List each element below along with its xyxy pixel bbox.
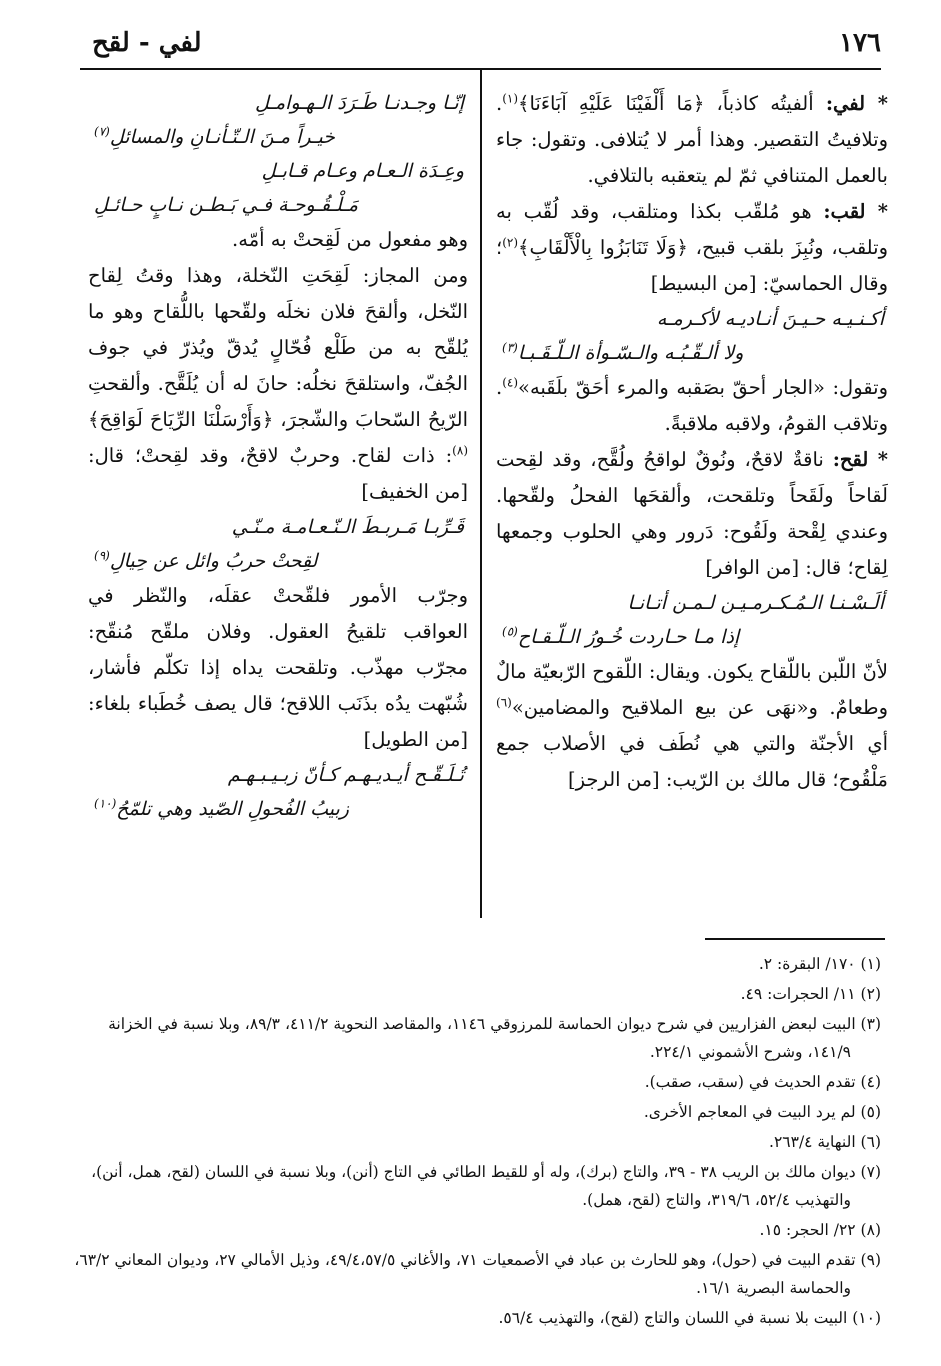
verse-line (88, 86, 468, 120)
entry-text: ناقةٌ لاقحٌ، ونُوقٌ لواقحُ ولُقَّح، وقد لقِحت لَقاحاً ولَقَحاً وتلقحت، وألقحَها الفحلُ ولقّحها. وعندي لِقْحة ولَقُوح: دَرور وهي الحلوب وجمعها لِقاح؛ قال: [من الوافر] (496, 448, 888, 579)
entry-paragraph (496, 654, 888, 798)
verse-line (88, 154, 468, 188)
entry-text: : ذات لقاح. وحربٌ لاقحٌ، وقد لقِحتْ؛ قال: [من الخفيف] (88, 444, 468, 503)
entry-headword: * لقح: (832, 448, 888, 471)
entry-text: . وتلافيتُ التقصير. وهذا أمر لا يُتلافى. وتقول: جاء بالعمل المتنافي ثمّ لم يتعقبه بالتلافي. (496, 92, 888, 187)
verse-text: إنّـا وجـدنـا طَـرَدَ الـهـوامـلِ (255, 92, 464, 114)
entry-paragraph (496, 86, 888, 194)
verse-line (88, 758, 468, 792)
entry-text: وجرّب الأمور فلقّحتْ عقلَه، والنّظر في العواقب تلقيحُ العقول. وفلان ملقّح مُنقّح: مجرّب مهذّب. وتلقحت يداه إذا تكلّم فأشار، شُبّهت يدُه بذَنَب اللاقح؛ قال يصف خُطَباء بلغاء: [من الطويل] (88, 584, 468, 751)
verse-text: لقِحتْ حربُ وائل عن حِيالِ (109, 550, 318, 572)
entry-text: وتقول: «الجار أحقّ بصَقبه والمرء أحَقّ بلَقَبه» (518, 376, 888, 399)
verse-text: ولا ألـقّـبُـه والـسّـوأة الـلّـقَـبـا (517, 342, 744, 364)
entry-paragraph (496, 194, 888, 302)
footnote: (٦) النهاية ٢٦٣/٤. (769, 1133, 881, 1151)
right-column (496, 86, 888, 916)
entry-text: . وتلاقب القومُ، ولاقبه ملاقبةً. (496, 376, 888, 435)
entry-text: ؛ وقال الحماسيّ: [من البسيط] (496, 236, 888, 295)
entry-text: هو مُلقّب بكذا ومتلقب، وقد لُقّب به وتلقب، ونُبِزَ بلقب قبيح، ﴿وَلَا تَنَابَزُوا بِالْأَلْقَابِ﴾ (496, 200, 888, 259)
verse-text: زبيبُ الفُحولِ الصّيد وهي تلمّحُ (116, 798, 349, 820)
verse-line (496, 336, 888, 370)
footnote-reference: (١) (502, 91, 519, 106)
entry-paragraph (88, 258, 468, 510)
footnote: (٤) تقدم الحديث في (سقب، صقب). (644, 1073, 881, 1091)
verse-line (88, 120, 468, 154)
left-column (88, 86, 468, 916)
footnote-reference: (٧) (94, 124, 110, 139)
verse-text: مَـلْـقُـوحـة فـي بَـطـن نـابٍ حـائـلِ (94, 194, 359, 216)
footnote: (١٠) البيت بلا نسبة في اللسان والتاج (لقح)، والتهذيب ٥٦/٤. (498, 1309, 881, 1327)
entry-paragraph (88, 578, 468, 758)
entry-paragraph (88, 222, 468, 258)
verse-line (88, 792, 468, 826)
footnote-reference: (٦) (496, 695, 512, 710)
verse-text: أكـنـيـه حـيـنَ أنـاديـه لأكـرمـه (656, 308, 884, 330)
verse-text: تُـلَـقّـح أيـديـهـم كـأنّ زبـيـبـهـم (227, 764, 464, 786)
entry-text: وهو مفعول من لَقِحتْ به أمّه. (232, 228, 468, 251)
page-number: ١٧٦ (839, 28, 881, 58)
entry-text: لأنّ اللّبن باللّقاح يكون. ويقال: اللّقوح الرّبعيّة مالٌ وطعامٌ. و«نهَى عن بيع الملاقيح والمضامين» (496, 660, 888, 719)
footnote-reference: (٨) (452, 443, 468, 458)
column-divider (480, 70, 482, 918)
footnote-reference: (٣) (502, 340, 518, 355)
footnotes (74, 950, 881, 1350)
verse-line (88, 510, 468, 544)
footnote: (٥) لم يرد البيت في المعاجم الأخرى. (643, 1103, 881, 1121)
entry-text: ومن المجاز: لَقِحَتِ النّخلة، وهذا وقتُ لِقاح النّخل، وألقحَ فلان نخلَه ولقّحها باللُّقاح وهو ما يُلقّح به من طَلْع فُحّالٍ يُدقّ ويُذرّ في جوف الجُفّ، واستلقحَ نخلُه: حانَ له أن يُلَقَّح. وألقحتِ الرّيحُ السّحابَ والشّجرَ، ﴿وَأَرْسَلْنَا الرِّيَاحَ لَوَاقِحَ﴾ (88, 264, 468, 431)
footnote: (٧) ديوان مالك بن الريب ٣٨ - ٣٩، والتاج (برك)، وله أو للقيط الطائي في التاج (أنن)، وبلا نسبة في اللسان (لقح، همل، أنن)، والتهذيب ٥٢/٤، ٣١٩/٦، والتاج (لقح، همل). (91, 1163, 881, 1209)
footnote: (٣) البيت لبعض الفزاريين في شرح ديوان الحماسة للمرزوقي ١١٤٦، والمقاصد النحوية ٤١١/٢، ٨٩/٣، وبلا نسبة في الخزانة ١٤١/٩، وشرح الأشموني ٢٢٤/١. (108, 1015, 881, 1061)
footnote: (٩) تقدم البيت في (حول)، وهو للحارث بن عباد في الأصمعيات ٧١، والأغاني ٤٩/٤،٥٧/٥، وذيل الأمالي ٢٧، وديوان المعاني ٦٣/٢، والحماسة البصرية ١٦/١. (74, 1251, 881, 1297)
footnote-rule (705, 938, 885, 940)
footnote: (١) ١٧٠/ البقرة: ٢. (758, 955, 881, 973)
verse-text: ألَـسْـنـا الـمُـكـرمـيـن لـمـن أتـانـا (627, 592, 884, 614)
footnote-reference: (٥) (502, 624, 518, 639)
verse-text: إذا مـا حـاردت خُـورُ الـلّـقـاح (517, 626, 740, 648)
footnote: (٨) ٢٢/ الحجر: ١٥. (759, 1221, 881, 1239)
verse-text: قَـرِّبـا مَـربـطَ الـنّـعـامـة مـنّـي (231, 516, 464, 538)
verse-text: وعِـدَة الـعـام وعـام قـابـلِ (261, 160, 464, 182)
verse-text: خيـراً مـنَ الـتّـأنـانِ والمسائلِ (109, 126, 335, 148)
running-title: لفي - لقح (92, 28, 202, 58)
footnote-reference: (٢) (502, 235, 519, 250)
verse-line (496, 620, 888, 654)
footnote: (٢) ١١/ الحجرات: ٤٩. (740, 985, 881, 1003)
entry-paragraph (496, 370, 888, 442)
entry-text: أي الأجنّة والتي هي نُطَف في الأصلاب جمع مَلْقُوح؛ قال مالك بن الرّيب: [من الرجز] (496, 732, 888, 791)
verse-line (496, 302, 888, 336)
footnote-reference: (١٠) (94, 796, 117, 811)
verse-line (496, 586, 888, 620)
entry-text: ألفيتُه كاذباً، ﴿مَا أَلْفَيْنَا عَلَيْهِ آبَاءَنَا﴾ (518, 92, 814, 115)
entry-headword: * لفي: (825, 92, 888, 115)
verse-line (88, 188, 468, 222)
footnote-reference: (٤) (502, 375, 519, 390)
page-header (80, 18, 881, 70)
footnote-reference: (٩) (94, 548, 110, 563)
verse-line (88, 544, 468, 578)
entry-paragraph (496, 442, 888, 586)
entry-headword: * لقب: (823, 200, 888, 223)
